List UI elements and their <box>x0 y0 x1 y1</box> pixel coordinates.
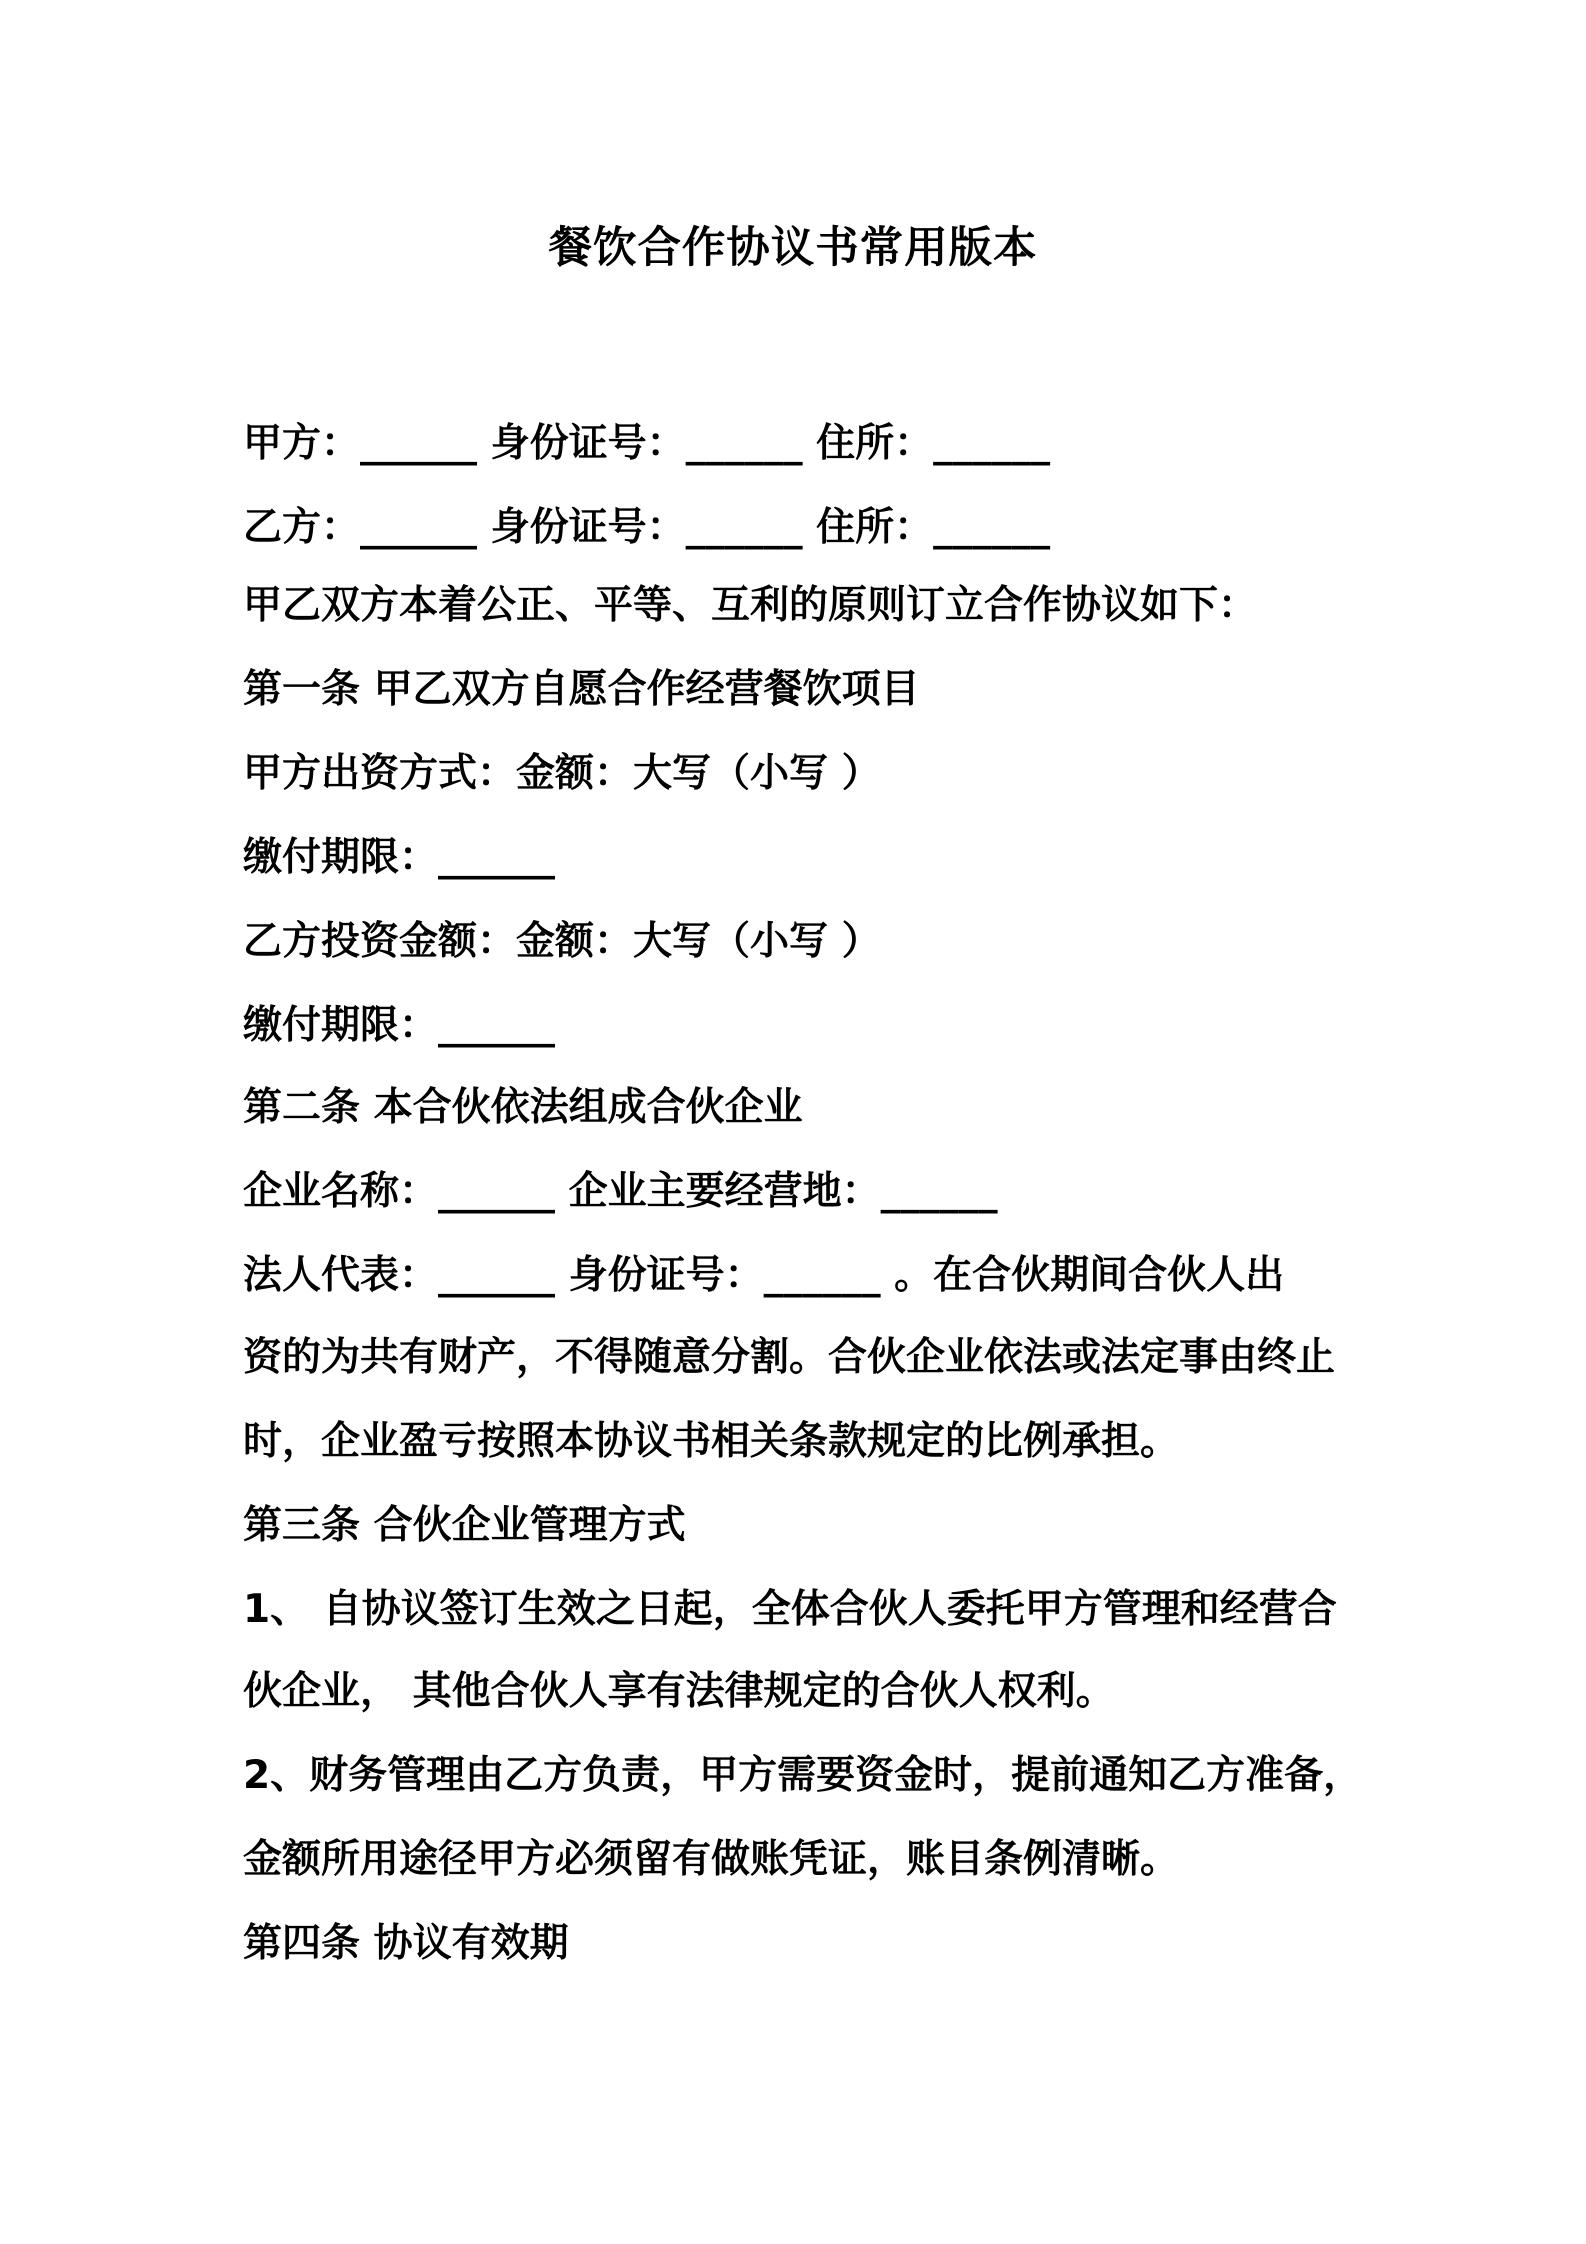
payment-deadline-line-b: 缴付期限：______ <box>243 1003 556 1048</box>
clause-2-continuation: 金额所用途径甲方必须留有做账凭证，账目条例清晰。 <box>243 1837 1180 1882</box>
clause-1-line: 1、 自协议签订生效之日起，全体合伙人委托甲方管理和经营合 <box>243 1587 1337 1632</box>
article-4-heading: 第四条 协议有效期 <box>243 1921 569 1966</box>
enterprise-name-line: 企业名称：______ 企业主要经营地：______ <box>243 1169 998 1214</box>
party-b-investment-line: 乙方投资金额：金额：大写（小写 ） <box>243 919 881 964</box>
article-3-heading: 第三条 合伙企业管理方式 <box>243 1503 686 1548</box>
party-a-contribution-line: 甲方出资方式：金额：大写（小写 ） <box>243 751 881 796</box>
article-2-heading: 第二条 本合伙依法组成合伙企业 <box>243 1085 803 1130</box>
article-1-heading: 第一条 甲乙双方自愿合作经营餐饮项目 <box>243 667 920 712</box>
clause-1-continuation: 伙企业， 其他合伙人享有法律规定的合伙人权利。 <box>243 1669 1115 1714</box>
paragraph-line: 时，企业盈亏按照本协议书相关条款规定的比例承担。 <box>243 1419 1180 1464</box>
party-a-line: 甲方：______ 身份证号：______ 住所：______ <box>243 421 1051 466</box>
clause-2-line: 2、财务管理由乙方负责，甲方需要资金时，提前通知乙方准备， <box>243 1753 1363 1798</box>
payment-deadline-line-a: 缴付期限：______ <box>243 835 556 880</box>
document-title: 餐饮合作协议书常用版本 <box>548 223 1038 273</box>
preamble-line: 甲乙双方本着公正、平等、互利的原则订立合作协议如下： <box>243 583 1258 628</box>
party-b-line: 乙方：______ 身份证号：______ 住所：______ <box>243 505 1051 550</box>
legal-representative-line: 法人代表：______ 身份证号：______ 。在合伙期间合伙人出 <box>243 1253 1285 1298</box>
paragraph-line: 资的为共有财产，不得随意分割。合伙企业依法或法定事由终止 <box>243 1335 1336 1380</box>
